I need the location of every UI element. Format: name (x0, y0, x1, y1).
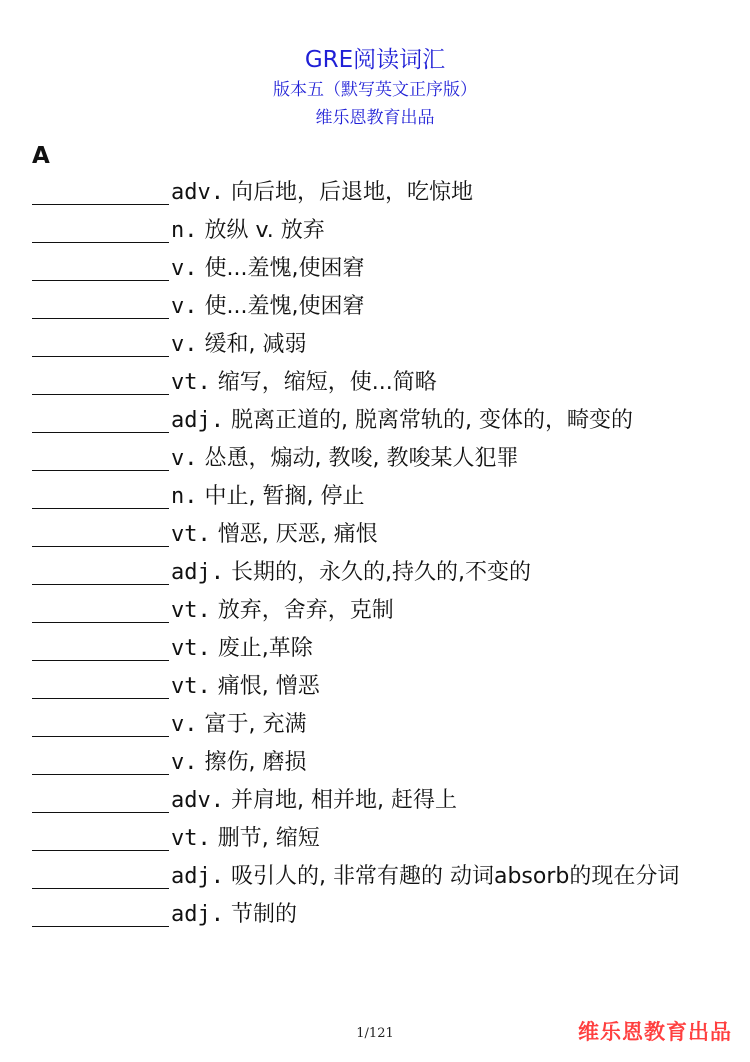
meaning: 放纵 v. 放弃 (204, 218, 325, 243)
meaning: 憎恶, 厌恶, 痛恨 (217, 522, 378, 547)
answer-blank[interactable] (32, 672, 169, 699)
answer-blank[interactable] (32, 216, 169, 243)
answer-blank[interactable] (32, 824, 169, 851)
section-letter: A (32, 143, 50, 169)
meaning: 富于, 充满 (204, 712, 307, 737)
answer-blank[interactable] (32, 178, 169, 205)
vocab-entry (32, 592, 732, 630)
vocab-entry (32, 782, 732, 820)
part-of-speech: v. (171, 332, 198, 357)
vocab-entry (32, 326, 732, 364)
meaning: 废止,革除 (217, 636, 313, 661)
answer-blank[interactable] (32, 254, 169, 281)
answer-blank[interactable] (32, 368, 169, 395)
part-of-speech: adj. (171, 864, 224, 889)
vocab-entry (32, 174, 732, 212)
part-of-speech: v. (171, 256, 198, 281)
meaning: 使...羞愧,使困窘 (204, 256, 365, 281)
answer-blank[interactable] (32, 330, 169, 357)
answer-blank[interactable] (32, 900, 169, 927)
vocab-entry (32, 706, 732, 744)
answer-blank[interactable] (32, 596, 169, 623)
meaning: 向后地，后退地，吃惊地 (230, 180, 473, 205)
vocab-entry (32, 364, 732, 402)
vocab-entry (32, 212, 732, 250)
vocab-entry (32, 744, 732, 782)
meaning: 长期的，永久的,持久的,不变的 (230, 560, 531, 585)
part-of-speech: v. (171, 446, 198, 471)
answer-blank[interactable] (32, 520, 169, 547)
vocab-entry (32, 668, 732, 706)
document-header (0, 44, 750, 132)
meaning: 吸引人的, 非常有趣的 动词absorb的现在分词 (230, 864, 680, 889)
vocab-entry (32, 630, 732, 668)
part-of-speech: vt. (171, 598, 211, 623)
vocab-entry (32, 440, 732, 478)
answer-blank[interactable] (32, 786, 169, 813)
document-publisher: 维乐恩教育出品 (315, 108, 435, 128)
part-of-speech: adj. (171, 408, 224, 433)
vocab-entry (32, 478, 732, 516)
answer-blank[interactable] (32, 862, 169, 889)
meaning: 怂恿，煽动, 教唆, 教唆某人犯罪 (204, 446, 519, 471)
meaning: 痛恨, 憎恶 (217, 674, 320, 699)
part-of-speech: adv. (171, 788, 224, 813)
meaning: 中止, 暂搁, 停止 (204, 484, 365, 509)
part-of-speech: adv. (171, 180, 224, 205)
answer-blank[interactable] (32, 406, 169, 433)
answer-blank[interactable] (32, 482, 169, 509)
part-of-speech: vt. (171, 636, 211, 661)
part-of-speech: v. (171, 712, 198, 737)
vocab-entry (32, 250, 732, 288)
part-of-speech: n. (171, 484, 198, 509)
publisher-watermark: 维乐恩教育出品 (578, 1020, 732, 1044)
answer-blank[interactable] (32, 634, 169, 661)
page-number: 1/121 (356, 1026, 394, 1041)
meaning: 并肩地, 相并地, 赶得上 (230, 788, 457, 813)
part-of-speech: v. (171, 294, 198, 319)
meaning: 删节, 缩短 (217, 826, 320, 851)
meaning: 放弃，舍弃，克制 (217, 598, 394, 623)
answer-blank[interactable] (32, 710, 169, 737)
part-of-speech: vt. (171, 370, 211, 395)
vocabulary-list (32, 174, 732, 934)
vocab-entry (32, 554, 732, 592)
answer-blank[interactable] (32, 444, 169, 471)
answer-blank[interactable] (32, 292, 169, 319)
part-of-speech: vt. (171, 674, 211, 699)
vocab-entry (32, 402, 732, 440)
answer-blank[interactable] (32, 558, 169, 585)
vocab-entry (32, 858, 732, 896)
part-of-speech: n. (171, 218, 198, 243)
vocab-entry (32, 896, 732, 934)
meaning: 节制的 (230, 902, 297, 927)
answer-blank[interactable] (32, 748, 169, 775)
part-of-speech: adj. (171, 560, 224, 585)
meaning: 缓和, 减弱 (204, 332, 307, 357)
document-title: GRE阅读词汇 (304, 47, 446, 73)
meaning: 缩写，缩短，使...简略 (217, 370, 437, 395)
meaning: 使...羞愧,使困窘 (204, 294, 365, 319)
part-of-speech: vt. (171, 826, 211, 851)
document-subtitle: 版本五（默写英文正序版） (273, 80, 477, 100)
vocab-entry (32, 820, 732, 858)
meaning: 擦伤, 磨损 (204, 750, 307, 775)
part-of-speech: adj. (171, 902, 224, 927)
vocab-entry (32, 288, 732, 326)
part-of-speech: v. (171, 750, 198, 775)
vocab-entry (32, 516, 732, 554)
meaning: 脱离正道的, 脱离常轨的, 变体的，畸变的 (230, 408, 633, 433)
part-of-speech: vt. (171, 522, 211, 547)
